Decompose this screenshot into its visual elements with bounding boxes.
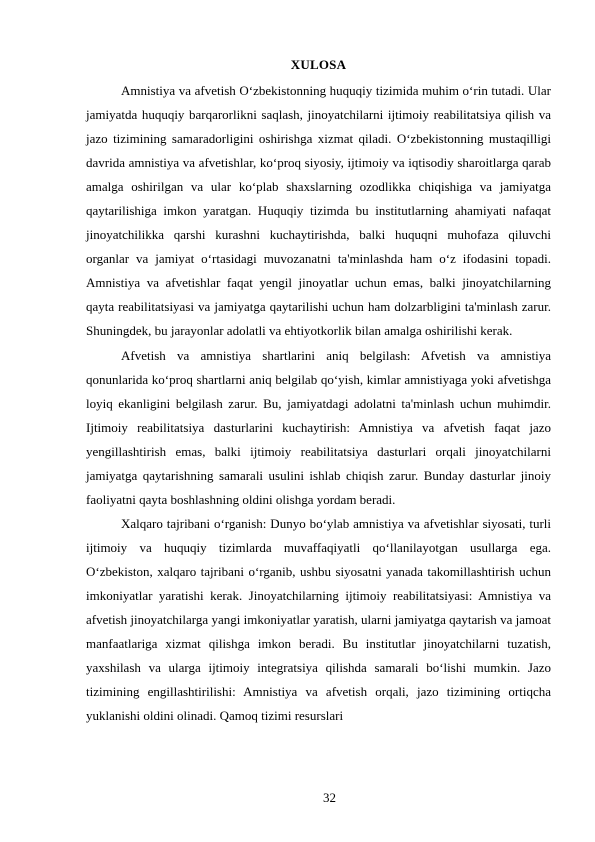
section-heading: XULOSA bbox=[290, 57, 347, 72]
paragraph-international: Xalqaro tajribani o‘rganish: Dunyo bo‘ylab amnistiya va afvetishlar siyosati, turli ijtimoiy va huquqiy tizimlarda muvaffaqiyatli qo‘llanilayotgan usullarga ega. O‘zbekiston, xalqaro tajribani o‘rganib, ushbu siyosatni yanada takomillashtirish uchun imkoniyatlar yaratishi kerak. Jinoyatchilarning ijtimoiy reabilitatsiyasi: Amnistiya va afvetish jinoyatchilarga yangi imkoniyatlar yaratish, ularni jamiyatga qaytarish va jamoat manfaatlariga xizmat qilishga imkon beradi. Bu institutlar jinoyatchilarni tuzatish, yaxshilash va ularga ijtimoiy integratsiya qilishda samarali bo‘lishi mumkin. Jazo tizimining engillashtirilishi: Amnistiya va afvetish orqali, jazo tizimining ortiqcha yuklanishi oldini olinadi. Qamoq tizimi resurslari bbox=[86, 515, 551, 724]
paragraph-conditions: Afvetish va amnistiya shartlarini aniq belgilash: Afvetish va amnistiya qonunlarida ko‘proq shartlarni aniq belgilab qo‘yish, kimlar amnistiyaga yoki afvetishga loyiq ekanligini belgilash zarur. Bu, jamiyatdagi adolatni ta'minlash uchun muhimdir. Ijtimoiy reabilitatsiya dasturlarini kuchaytirish: Amnistiya va afvetish faqat jazo yengillashtirish emas, balki ijtimoiy reabilitatsiya dasturlari orqali jinoyatchilarni jamiyatga qaytarishning samarali usulini ishlab chiqish zarur. Bunday dasturlar jinoiy faoliyatni qayta boshlashning oldini olishga yordam beradi. bbox=[86, 347, 551, 507]
document-page bbox=[86, 56, 551, 728]
paragraph-intro: Amnistiya va afvetish O‘zbekistonning huquqiy tizimida muhim o‘rin tutadi. Ular jamiyatda huquqiy barqarorlikni saqlash, jinoyatchilarni ijtimoiy reabilitatsiya qilish va jazo tizimining samaradorligini oshirishga xizmat qiladi. O‘zbekistonning mustaqilligi davrida amnistiya va afvetishlar, ko‘proq siyosiy, ijtimoiy va iqtisodiy sharoitlarga qarab amalga oshirilgan va ular ko‘plab shaxslarning ozodlikka chiqishiga va jamiyatga qaytarilishiga imkon yaratgan. Huquqiy tizimda bu institutlarning ahamiyati nafaqat jinoyatchilikka qarshi kurashni kuchaytirishda, balki huquqni muhofaza qiluvchi organlar va jamiyat o‘rtasidagi muvozanatni ta'minlashda ham o‘z ifodasini topadi. Amnistiya va afvetishlar faqat yengil jinoyatlar uchun emas, balki jinoyatchilarning qayta reabilitatsiyasi va jamiyatga qaytarilishi uchun ham dolzarbligini ta'minlash zarur. Shuningdek, bu jarayonlar adolatli va ehtiyotkorlik bilan amalga oshirilishi kerak. bbox=[86, 83, 551, 339]
page-number: 32 bbox=[323, 790, 336, 805]
